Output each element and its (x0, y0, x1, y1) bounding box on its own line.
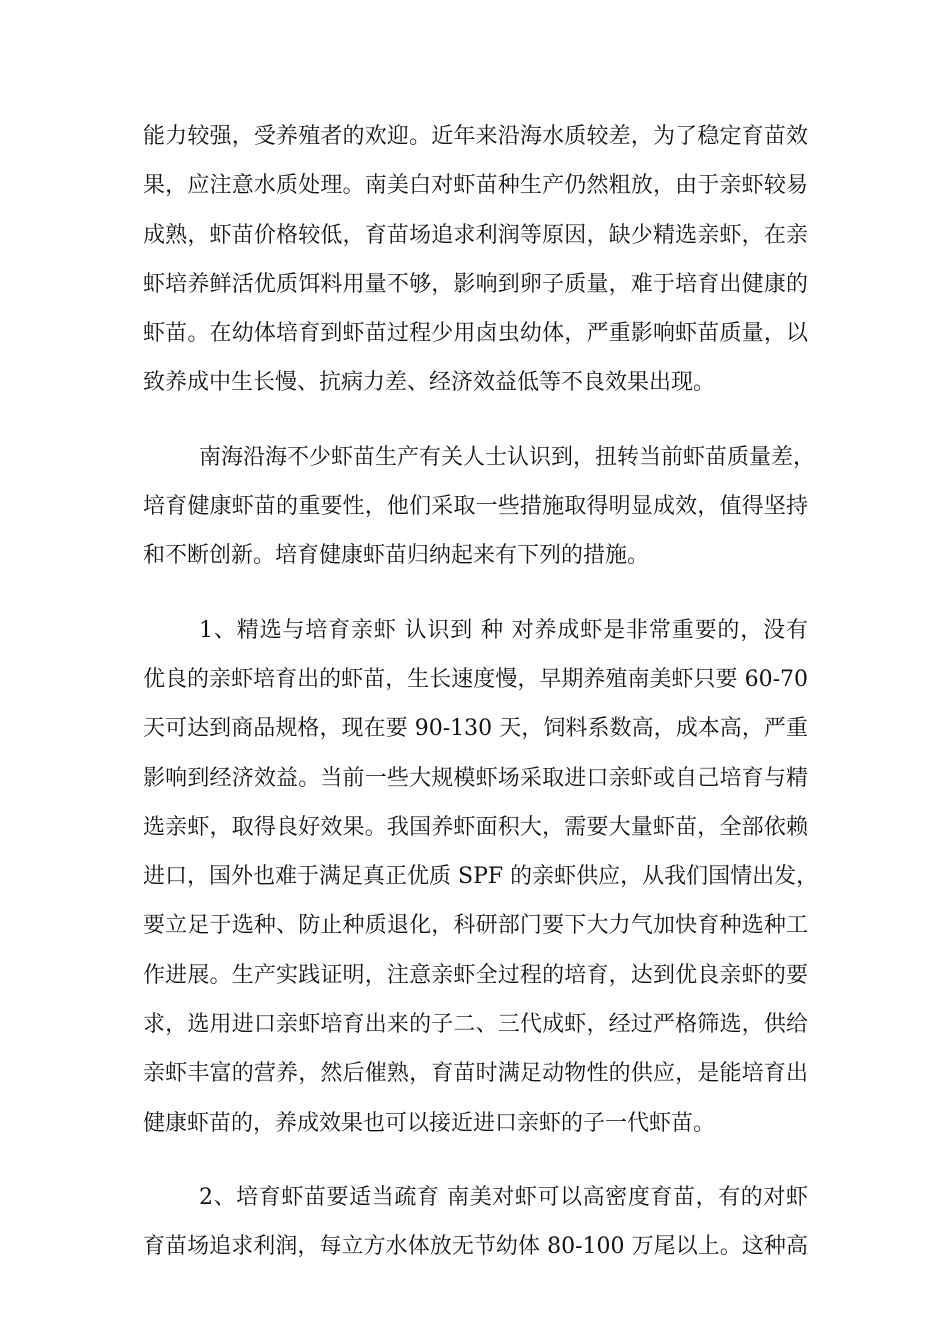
paragraph-3 (143, 606, 819, 1148)
paragraph-2 (143, 433, 816, 581)
text-line: 能力较强，受养殖者的欢迎。近年来沿海水质较差，为了稳定育苗效 (143, 124, 808, 149)
text-line: 1、精选与培育亲虾 认识到 种 对养成虾是非常重要的，没有 (199, 617, 808, 643)
paragraph-4 (143, 1173, 808, 1272)
text-line: 2、培育虾苗要适当疏育 南美对虾可以高密度育苗，有的对虾 (199, 1184, 808, 1210)
text-line: 选亲虾，取得良好效果。我国养虾面积大，需要大量虾苗，全部依赖 (143, 814, 808, 840)
text-line: 要立足于选种、防止种质退化，科研部门要下大力气加快育种选种工 (143, 913, 808, 939)
text-line: 育苗场追求利润，每立方水体放无节幼体 80-100 万尾以上。这种高 (143, 1234, 808, 1260)
text-line: 进口，国外也难于满足真正优质 SPF 的亲虾供应，从我们国情出发， (143, 864, 819, 890)
text-line: 作进展。生产实践证明，注意亲虾全过程的培育，达到优良亲虾的要 (143, 962, 808, 988)
paragraph-1 (143, 112, 808, 408)
text-line: 求，选用进口亲虾培育出来的子二、三代成虾，经过严格筛选，供给 (143, 1012, 808, 1038)
text-line: 影响到经济效益。当前一些大规模虾场采取进口亲虾或自己培育与精 (143, 765, 808, 791)
text-line: 致养成中生长慢、抗病力差、经济效益低等不良效果出现。 (143, 370, 716, 396)
text-line: 果，应注意水质处理。南美白对虾苗种生产仍然粗放，由于亲虾较易 (143, 173, 808, 199)
text-line: 天可达到商品规格，现在要 90-130 天，饲料系数高，成本高，严重 (143, 716, 808, 742)
text-line: 虾培养鲜活优质饵料用量不够，影响到卵子质量，难于培育出健康的 (143, 271, 808, 297)
text-line: 健康虾苗的，养成效果也可以接近进口亲虾的子一代虾苗。 (143, 1110, 716, 1136)
text-line: 南海沿海不少虾苗生产有关人士认识到，扭转当前虾苗质量差， (199, 444, 816, 470)
text-line: 虾苗。在幼体培育到虾苗过程少用卤虫幼体，严重影响虾苗质量，以 (143, 321, 808, 347)
text-line: 培育健康虾苗的重要性，他们采取一些措施取得明显成效，值得坚持 (143, 494, 808, 520)
text-line: 亲虾丰富的营养，然后催熟，育苗时满足动物性的供应，是能培育出 (143, 1061, 808, 1087)
text-line: 优良的亲虾培育出的虾苗，生长速度慢，早期养殖南美虾只要 60-70 (143, 666, 808, 692)
text-line: 成熟，虾苗价格较低，育苗场追求利润等原因，缺少精选亲虾，在亲 (143, 222, 808, 248)
text-line: 和不断创新。培育健康虾苗归纳起来有下列的措施。 (143, 543, 650, 569)
document-body (143, 112, 819, 1297)
